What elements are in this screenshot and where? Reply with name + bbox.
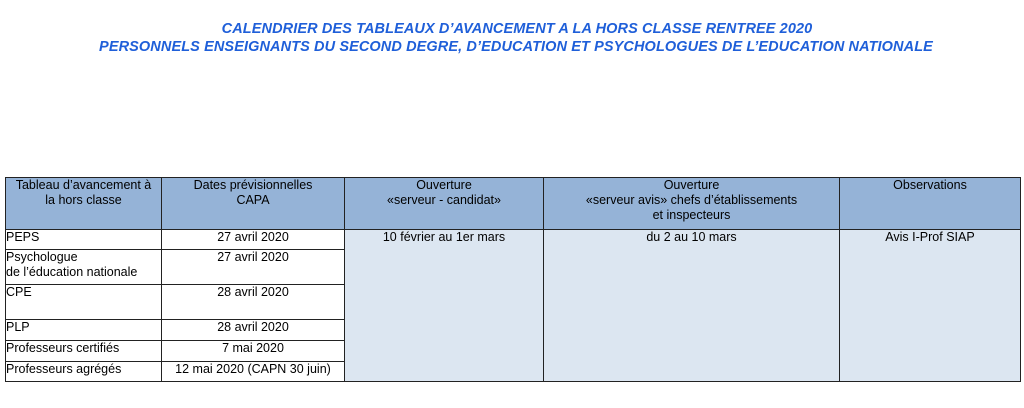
row-tableau: PLP: [6, 320, 162, 341]
title-line-1: CALENDRIER DES TABLEAUX D’AVANCEMENT A LA HORS CLASSE RENTREE 2020: [221, 21, 813, 37]
row-tableau: PEPS: [6, 230, 162, 250]
row-date: 7 mai 2020: [162, 341, 345, 362]
row-tableau: CPE: [6, 285, 162, 320]
header-tableau: Tableau d’avancement à la hors classe: [6, 178, 162, 230]
ouverture-candidat-cell: 10 février au 1er mars: [345, 230, 544, 382]
observations-cell: Avis I-Prof SIAP: [840, 230, 1021, 382]
table-header-row: [6, 178, 1021, 230]
title-line-2: PERSONNELS ENSEIGNANTS DU SECOND DEGRE, D’EDUCATION ET PSYCHOLOGUES DE L’EDUCATION NATIONALE: [99, 39, 933, 55]
row-date: 12 mai 2020 (CAPN 30 juin): [162, 362, 345, 382]
row-date: 28 avril 2020: [162, 285, 345, 320]
document-title: [0, 20, 1024, 56]
row-tableau: Professeurs agrégés: [6, 362, 162, 382]
row-date: 27 avril 2020: [162, 250, 345, 285]
row-tableau: Psychologue de l’éducation nationale: [6, 250, 162, 285]
calendar-table: [5, 177, 1021, 382]
row-tableau: Professeurs certifiés: [6, 341, 162, 362]
ouverture-avis-cell: du 2 au 10 mars: [544, 230, 840, 382]
table-row: [6, 230, 1021, 250]
header-observations: Observations: [840, 178, 1021, 230]
header-ouverture-avis: Ouverture «serveur avis» chefs d’établissements et inspecteurs: [544, 178, 840, 230]
header-ouverture-candidat: Ouverture «serveur - candidat»: [345, 178, 544, 230]
row-date: 27 avril 2020: [162, 230, 345, 250]
row-date: 28 avril 2020: [162, 320, 345, 341]
header-dates-capa: Dates prévisionnelles CAPA: [162, 178, 345, 230]
